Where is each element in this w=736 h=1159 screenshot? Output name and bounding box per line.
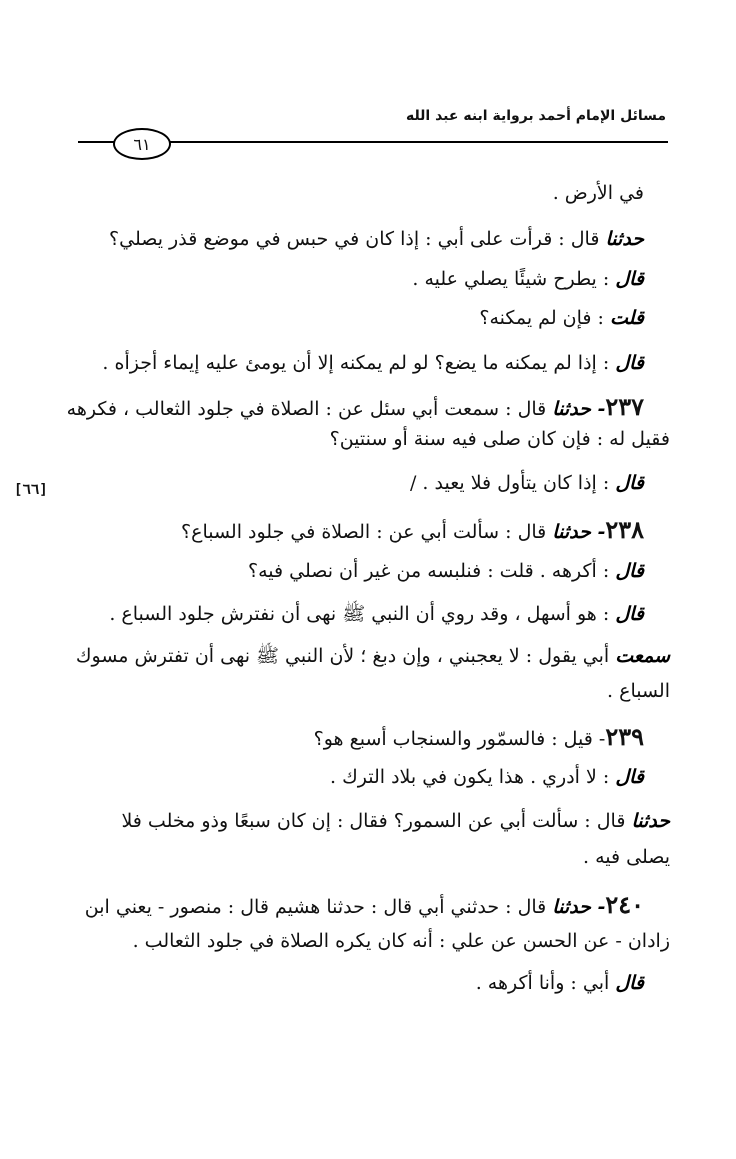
line-keyword: حدثنا bbox=[631, 810, 670, 832]
entry-number: ٢٣٩ bbox=[605, 722, 644, 751]
text-line bbox=[330, 428, 670, 452]
line-text: فقيل له : فإن كان صلى فيه سنة أو سنتين؟ bbox=[329, 428, 670, 450]
line-keyword: سمعت bbox=[615, 645, 670, 667]
line-keyword: قال bbox=[615, 472, 644, 494]
text-line bbox=[102, 352, 644, 376]
line-keyword: - حدثنا bbox=[552, 896, 606, 918]
line-keyword: قال bbox=[615, 766, 644, 788]
text-line bbox=[314, 722, 644, 752]
line-text: : يطرح شيئًا يصلي عليه . bbox=[412, 268, 616, 290]
text-line bbox=[410, 472, 644, 496]
running-head: مسائل الإمام أحمد برواية ابنه عبد الله bbox=[405, 108, 666, 124]
line-text: - قيل : فالسمّور والسنجاب أسبع هو؟ bbox=[313, 728, 606, 750]
line-text: قال : قرأت على أبي : إذا كان في حبس في موضع قذر يصلي؟ bbox=[109, 228, 606, 250]
text-line bbox=[121, 810, 670, 834]
text-line bbox=[479, 307, 644, 331]
line-keyword: قال bbox=[615, 972, 644, 994]
text-line bbox=[109, 603, 644, 627]
text-line bbox=[583, 846, 670, 870]
page-number: ٦١ bbox=[113, 128, 171, 160]
text-line bbox=[109, 228, 644, 252]
line-text: : إذا لم يمكنه ما يضع؟ لو لم يمكنه إلا أن يومئ عليه إيماء أجزأه . bbox=[102, 352, 616, 374]
line-text: : لا أدري . هذا يكون في بلاد الترك . bbox=[330, 766, 616, 788]
line-text: قال : حدثني أبي قال : حدثنا هشيم قال : منصور - يعني ابن bbox=[84, 896, 553, 918]
line-keyword: قلت bbox=[609, 307, 644, 329]
line-keyword: حدثنا bbox=[605, 228, 644, 250]
text-line bbox=[67, 392, 644, 422]
line-text: يصلى فيه . bbox=[582, 846, 670, 868]
line-keyword: قال bbox=[615, 352, 644, 374]
entry-number: ٢٣٨ bbox=[605, 515, 644, 544]
text-line bbox=[85, 890, 644, 920]
text-line bbox=[553, 182, 644, 206]
text-line bbox=[412, 268, 644, 292]
line-text: : إذا كان يتأول فلا يعيد . / bbox=[409, 472, 616, 494]
line-text: : هو أسهل ، وقد روي أن النبي ﷺ نهى أن نفترش جلود السباع . bbox=[109, 603, 616, 625]
text-line bbox=[476, 972, 644, 996]
line-text: قال : سألت أبي عن السمور؟ فقال : إن كان سبعًا وذو مخلب فلا bbox=[121, 810, 632, 832]
line-text: قال : سألت أبي عن : الصلاة في جلود السباع؟ bbox=[181, 521, 553, 543]
line-keyword: قال bbox=[615, 603, 644, 625]
margin-page-reference: [٦٦] bbox=[14, 482, 48, 498]
text-line bbox=[181, 515, 644, 545]
entry-number: ٢٤٠ bbox=[605, 890, 644, 919]
line-text: في الأرض . bbox=[552, 182, 644, 204]
line-keyword: - حدثنا bbox=[552, 521, 606, 543]
line-keyword: قال bbox=[615, 268, 644, 290]
line-text: أبي يقول : لا يعجبني ، وإن دبغ ؛ لأن النبي ﷺ نهى أن تفترش مسوك bbox=[75, 645, 616, 667]
line-text: : فإن لم يمكنه؟ bbox=[479, 307, 610, 329]
line-text: قال : سمعت أبي سئل عن : الصلاة في جلود الثعالب ، فكرهه bbox=[66, 398, 553, 420]
line-text: زادان - عن الحسن عن علي : أنه كان يكره الصلاة في جلود الثعالب . bbox=[132, 930, 670, 952]
text-line bbox=[248, 560, 644, 584]
line-text: السباع . bbox=[607, 680, 670, 702]
text-line bbox=[330, 766, 644, 790]
line-keyword: قال bbox=[615, 560, 644, 582]
text-line bbox=[607, 680, 670, 704]
text-line bbox=[133, 930, 670, 954]
line-text: أبي : وأنا أكرهه . bbox=[475, 972, 616, 994]
text-line bbox=[76, 645, 670, 669]
line-text: : أكرهه . قلت : فنلبسه من غير أن نصلي فيه؟ bbox=[248, 560, 616, 582]
entry-number: ٢٣٧ bbox=[605, 392, 644, 421]
line-keyword: - حدثنا bbox=[552, 398, 606, 420]
